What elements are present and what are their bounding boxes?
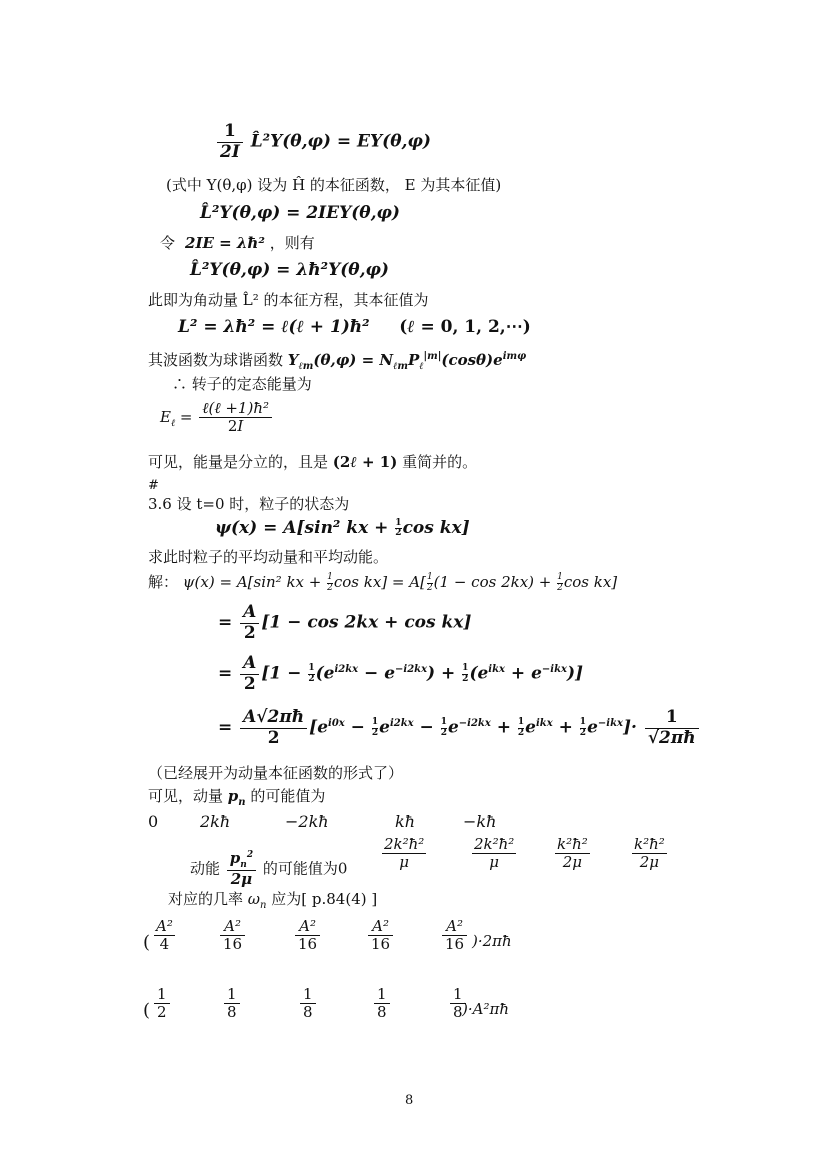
equation-step-2: = $\frac{A}{2}$ [1 − $\frac{1}{2}$ $(e^{i2kx} - e^{-i2kx})$ + $\frac{1}{2}$ $(e^{ikx} + e^{-ikx})$]	[218, 653, 584, 694]
ke-num: 2k²ħ²	[384, 835, 425, 853]
prob-num: A²	[156, 917, 173, 935]
let-line: 令 2IE = λħ² ，则有	[160, 234, 315, 252]
expanded-note: （已经展开为动量本征函数的形式了）	[148, 764, 404, 782]
ke-den: 2μ	[639, 853, 660, 872]
probability-value	[366, 918, 395, 954]
ke-den: 2μ	[562, 853, 583, 872]
momentum-intro: 可见，动量 $p_n$ 的可能值为	[148, 787, 326, 808]
probability-row-1-tail: )·2πħ	[472, 932, 512, 950]
probability-value	[440, 918, 469, 954]
prob-den: 8	[453, 1003, 463, 1022]
equation-step-3: = $\frac{A√2\pi ħ}{2}$ [$e^{i0x}$ − $\frac{1}{2}$ $e^{i2kx}$ − $\frac{1}{2}$ $e^{-i2kx}$ + $\frac{1}{2}$ $e^{ikx}$ + $\frac{1}{2}$ $e^{-ikx}]\cdot$ $\frac{1}{√2\pi ħ}$	[218, 708, 701, 748]
probability-row-2-open: (	[143, 1000, 151, 1021]
conclusion-text: 可见，能量是分立的，且是	[148, 453, 329, 471]
momentum-intro-a: 可见，动量	[148, 787, 224, 805]
equation-l2-2ie: L̂²Y(θ,φ) = 2IEY(θ,φ)	[200, 203, 400, 223]
momentum-value: 0	[148, 812, 159, 831]
conclusion-tail: 重简并的。	[402, 453, 478, 471]
momentum-intro-b: 的可能值为	[250, 787, 326, 805]
kinetic-energy-line: 动能 $\frac{p_n^2}{2\mu}$ 的可能值为0	[190, 849, 348, 889]
wavefunction-text: 其波函数为球谐函数	[148, 351, 284, 369]
ke-suffix: 的可能值为0	[262, 859, 348, 878]
page-number: 8	[405, 1093, 414, 1108]
momentum-value: −2kħ	[285, 812, 329, 831]
prob-num: A²	[442, 918, 467, 936]
probability-value	[218, 918, 247, 954]
probability-value	[152, 918, 177, 954]
kinetic-energy-value	[553, 836, 592, 872]
probability-intro: 对应的几率 $\omega_n$ 应为[ p.84(4) ]	[168, 890, 378, 911]
problem-ask: 求此时粒子的平均动量和平均动能。	[148, 548, 389, 566]
prob-den: 8	[227, 1003, 237, 1022]
prob-num: 1	[224, 986, 240, 1004]
prob-num: 1	[450, 986, 466, 1004]
equation-energy: $E_\ell$ = $\frac{\text{ℓ(ℓ +1)ħ²}}{2I}$	[160, 400, 274, 436]
prob-den: 4	[159, 935, 170, 954]
prob-num: A²	[368, 918, 393, 936]
momentum-value: kħ	[395, 812, 415, 831]
let-suffix: ，则有	[269, 234, 315, 252]
prob-num: A²	[295, 918, 320, 936]
let-prefix: 令	[160, 234, 176, 252]
problem-title: 3.6 设 t=0 时，粒子的状态为	[148, 495, 350, 513]
prob-intro-a: 对应的几率	[168, 890, 244, 908]
equation-schrodinger-rotor: $\frac{1}{2I}$ L̂²Y(θ,φ) = EY(θ,φ)	[215, 122, 431, 162]
kinetic-energy-value	[380, 836, 428, 872]
probability-row-1-open: (	[143, 932, 151, 953]
therefore-line: ∴ 转子的定态能量为	[172, 375, 312, 393]
kinetic-energy-value	[470, 836, 518, 872]
note-where-line: (式中 Y(θ,φ) 设为 Ĥ 的本征函数， E 为其本征值)	[166, 176, 502, 194]
prob-intro-b: 应为[ p.84(4) ]	[271, 890, 378, 908]
equation-step-1: = $\frac{A}{2}$ [1 − cos 2kx + cos kx]	[218, 602, 472, 643]
section-marker: #	[148, 478, 159, 493]
ke-den: μ	[489, 853, 500, 872]
solution-line: 解： ψ(x) = A[sin² kx + $\frac{1}{2}$ cos kx] = A[ $\frac{1}{2}$ (1 − cos 2kx) + $\frac{1}{2}$ cos kx]	[148, 572, 618, 593]
prob-den: 16	[223, 935, 243, 954]
probability-value	[372, 986, 392, 1022]
equation-l2-lambda: L̂²Y(θ,φ) = λħ²Y(θ,φ)	[190, 260, 389, 280]
probability-row-2-tail: )·A²πħ	[462, 1000, 509, 1018]
probability-value	[222, 986, 242, 1022]
kinetic-energy-value	[630, 836, 669, 872]
ke-den: μ	[399, 853, 410, 872]
prob-den: 2	[157, 1003, 167, 1022]
solution-label: 解：	[148, 573, 179, 591]
equation-eigenvalue: L² = λħ² = ℓ(ℓ + 1)ħ² (ℓ = 0, 1, 2,⋯)	[178, 317, 531, 337]
momentum-value: −kħ	[463, 812, 497, 831]
equation-initial-state: ψ(x) = A[sin² kx + $\frac{1}{2}$ cos kx]	[215, 517, 470, 538]
probability-value	[293, 918, 322, 954]
wavefunction-line: 其波函数为球谐函数 $Y_{\ell m}(\theta,\varphi) = N_{\ell m}P_\ell^{|m|}(\cos\theta)e^{im\varphi}$	[148, 351, 527, 372]
prob-num: A²	[220, 918, 245, 936]
ke-num: k²ħ²	[634, 835, 665, 853]
conclusion-line: 可见，能量是分立的，且是 (2ℓ + 1) 重简并的。	[148, 453, 478, 471]
probability-value	[298, 986, 318, 1022]
prob-den: 16	[298, 935, 318, 954]
prob-num: 1	[300, 986, 316, 1004]
ke-num: 2k²ħ²	[474, 835, 515, 853]
prob-den: 8	[303, 1003, 313, 1022]
prob-num: 1	[374, 986, 390, 1004]
prob-den: 16	[445, 935, 465, 954]
eigen-equation-line: 此即为角动量 L̂² 的本征方程，其本征值为	[148, 291, 429, 309]
ke-label: 动能	[190, 859, 221, 878]
ke-num: k²ħ²	[557, 835, 588, 853]
momentum-value: 2kħ	[200, 812, 231, 831]
prob-den: 16	[371, 935, 391, 954]
prob-num: 1	[154, 986, 170, 1004]
probability-value	[152, 986, 172, 1022]
prob-den: 8	[377, 1003, 387, 1022]
